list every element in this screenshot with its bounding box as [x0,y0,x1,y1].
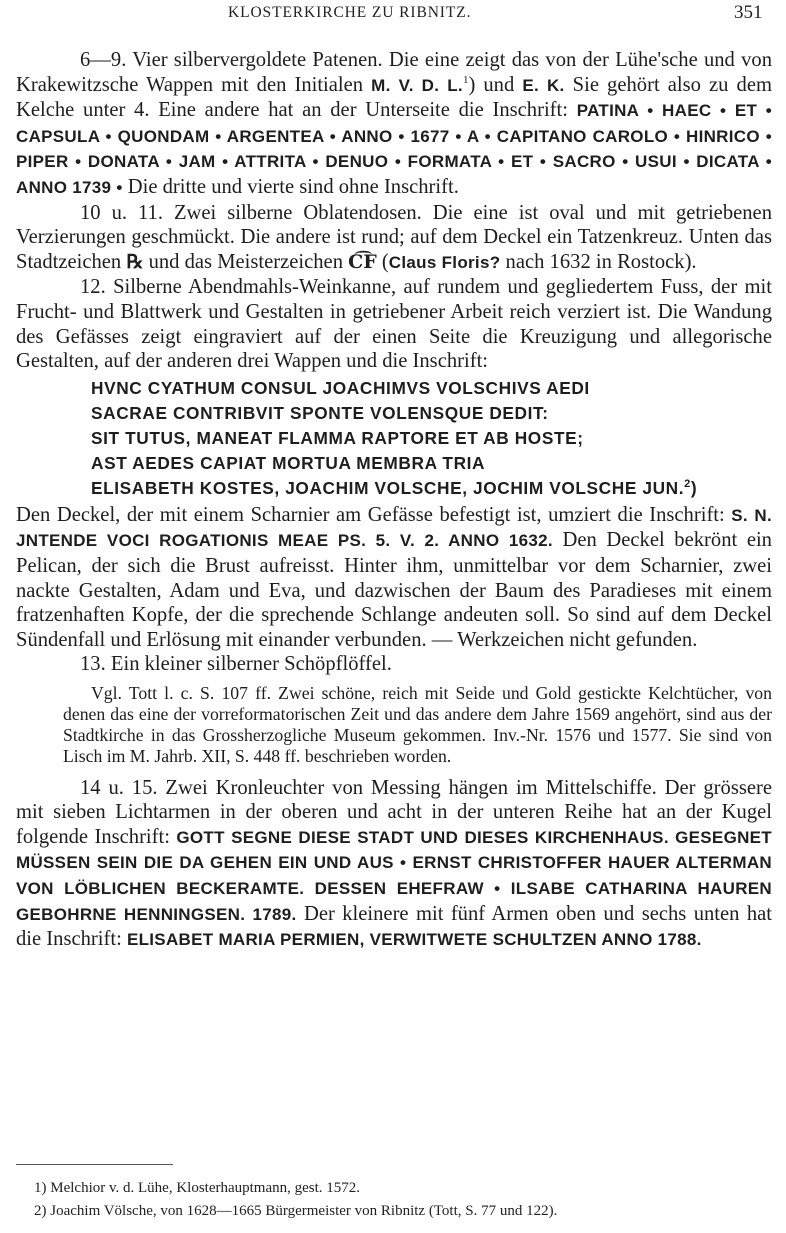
paragraph-items-6-9: 6—9. Vier silbervergoldete Patenen. Die eine zeigt das von der Lühe'sche und von Krakewitzsche Wappen mit den Initialen M. V. D. L.$^1$) und E. K. Sie gehört also zu dem Kelche unter 4. Eine andere hat an der Unterseite die Inschrift: PATINA • HAEC • ET • CAPSULA • QUONDAM • ARGENTEA • ANNO • 1677 • A • CAPITANO CAROLO • HINRICO • PIPER • DONATA • JAM • ATTRITA • DENUO • FORMATA • ET • SACRO • USUI • DICATA • ANNO 1739 • Die dritte und vierte sind ohne Inschrift. [16,49,772,198]
footnote-ref-1: 1 [462,73,469,86]
chandelier-inscription-2: ELISABET MARIA PERMIEN, VERWITWETE SCHULTZEN ANNO 1788. [126,930,702,950]
main-text [16,48,772,953]
verse-line: AST AEDES CAPIAT MORTUA MEMBRA TRIA [91,452,486,473]
lid-inscription: S. N. JNTENDE VOCI ROGATIONIS MEAE PS. 5. V. 2. ANNO 1632. [16,505,772,551]
verse-line: SACRAE CONTRIBVIT SPONTE VOLENSQUE DEDIT: [91,402,549,423]
verse-line: HVNC CYATHUM CONSUL JOACHIMVS VOLSCHIVS AEDI [91,377,590,398]
verse-line: SIT TUTUS, MANEAT FLAMMA RAPTORE ET AB HOSTE; [91,427,584,448]
verse-line: ELISABETH KOSTES, JOACHIM VOLSCHE, JOCHIM VOLSCHE JUN.$^2$) [91,477,698,498]
footnote-ref-2: 2 [684,477,691,490]
footnote-mark: 1) [34,1180,47,1196]
paragraph-items-10-11: 10 u. 11. Zwei silberne Oblatendosen. Die eine ist oval und mit getriebenen Verzierungen geschmückt. Die andere ist rund; auf dem Deckel ein Tatzenkreuz. Unten das Stadtzeichen ℞ und das Meisterzeichen C͡F (Claus Floris? nach 1632 in Rostock). [16,201,772,273]
footnote-text: Melchior v. d. Lühe, Klosterhauptmann, gest. 1572. [50,1180,361,1196]
paragraph-item-12: 12. Silberne Abendmahls-Weinkanne, auf rundem und gegliedertem Fuss, der mit Frucht- und Blattwerk und Gestalten in getriebener Arbeit reich verziert ist. Die Wandung des Gefässes zeigt eingraviert auf der einen Seite die Kreuzigung und allegorische Gestalten, auf der anderen drei Wappen und die Inschrift: [16,276,772,373]
footnote-1 [34,1180,360,1197]
paragraph-items-14-15: 14 u. 15. Zwei Kronleuchter von Messing hängen im Mittelschiffe. Der grössere mit sieben Lichtarmen in der oberen und acht in der unteren Reihe hat an der Kugel folgende Inschrift: GOTT SEGNE DIESE STADT UND DIESES KIRCHENHAUS. GESEGNET MÜSSEN SEIN DIE DA GEHEN EIN UND AUS • ERNST CHRISTOFFER HAUER ALTERMAN VON LÖBLICHEN BECKERAMTE. DESSEN EHEFRAW • ILSABE CATHARINA HAUREN GEBOHRNE HENNINGSEN. 1789. Der kleinere mit fünf Armen oben und sechs unten hat die Inschrift: ELISABET MARIA PERMIEN, VERWITWETE SCHULTZEN ANNO 1788. [16,776,772,951]
initials-mvdl: M. V. D. L. [371,75,463,95]
chandelier-inscription-1: GOTT SEGNE DIESE STADT UND DIESES KIRCHENHAUS. GESEGNET MÜSSEN SEIN DIE DA GEHEN EIN UND AUS • ERNST CHRISTOFFER HAUER ALTERMAN VON LÖBLICHEN BECKERAMTE. DESSEN EHEFRAW • ILSABE CATHARINA HAUREN GEBOHRNE HENNINGSEN. 1789. [16,827,772,924]
header-title: KLOSTERKIRCHE ZU RIBNITZ. [228,4,472,21]
paragraph-item-13: 13. Ein kleiner silberner Schöpflöffel. [80,653,392,676]
paten-inscription: PATINA • HAEC • ET • CAPSULA • QUONDAM • ARGENTEA • ANNO • 1677 • A • CAPITANO CAROLO • HINRICO • PIPER • DONATA • JAM • ATTRITA • DENUO • FORMATA • ET • SACRO • USUI • DICATA • ANNO 1739 • [16,101,772,197]
meisterzeichen-mark: C͡F [348,250,377,273]
paragraph-lid: Den Deckel, der mit einem Scharnier am Gefässe befestigt ist, umziert die Inschrift: S. N. JNTENDE VOCI ROGATIONIS MEAE PS. 5. V. 2. ANNO 1632. Den Deckel bekrönt ein Pelican, der sich die Brust aufreisst. Hinter ihm, unmittelbar vor dem Scharnier, zwei nackte Gestalten, Adam und Eva, und dazwischen der Baum des Paradieses mit einem fratzenhaften Kopfe, der die sprechende Schlange andeuten soll. So sind auf dem Deckel Sündenfall und Erlösung mit einander verbunden. — Werkzeichen nicht gefunden. [16,503,772,651]
footnote-divider [16,1164,173,1165]
reference-note: Vgl. Tott l. c. S. 107 ff. Zwei schöne, reich mit Seide und Gold gestickte Kelchtücher, von denen das eine der vorreformatorischen Zeit und das andere dem Jahre 1569 angehört, sind aus der Stadtkirche in das Grossherzogliche Museum gekommen. Inv.-Nr. 1576 und 1577. Sie sind von Lisch im M. Jahrb. XII, S. 448 ff. beschrieben worden. [63,682,772,767]
jug-inscription-verse [91,376,772,501]
footnote-text: Joachim Völsche, von 1628—1665 Bürgermeister von Ribnitz (Tott, S. 77 und 122). [50,1203,558,1219]
footnote-2 [34,1203,557,1220]
initials-ek: E. K. [522,75,565,95]
stadtzeichen-mark: ℞ [126,250,144,273]
maker-name: Claus Floris? [388,252,501,272]
footnote-mark: 2) [34,1203,47,1219]
page-number: 351 [734,2,763,23]
running-header [0,2,786,24]
